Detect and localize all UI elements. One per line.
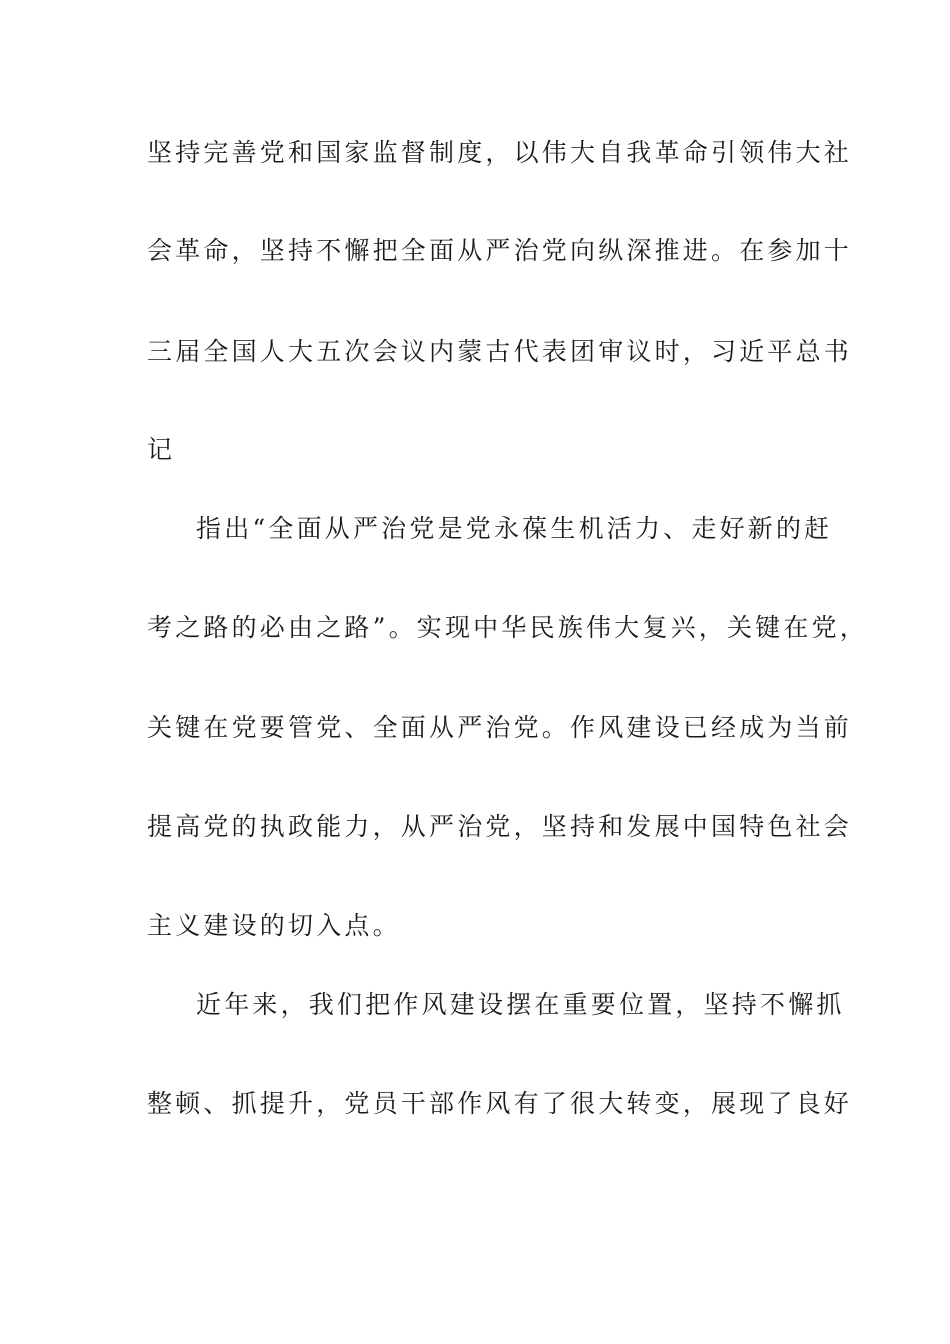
- text-line: 主义建设的切入点。: [147, 911, 401, 940]
- text-line: 会革命，坚持不懈把全面从严治党向纵深推进。在参加十: [147, 236, 853, 265]
- text-line: 三届全国人大五次会议内蒙古代表团审议时，习近平总书: [147, 337, 853, 366]
- text-line: 关键在党要管党、全面从严治党。作风建设已经成为当前: [147, 713, 853, 742]
- text-line: 整顿、抓提升，党员干部作风有了很大转变，展现了良好: [147, 1089, 853, 1118]
- text-line: 坚持完善党和国家监督制度，以伟大自我革命引领伟大社: [147, 138, 853, 167]
- paragraph-start-line: 近年来，我们把作风建设摆在重要位置，坚持不懈抓: [196, 990, 845, 1019]
- text-line: 提高党的执政能力，从严治党，坚持和发展中国特色社会: [147, 812, 853, 841]
- text-line: 考之路的必由之路”。实现中华民族伟大复兴，关键在党，: [147, 613, 868, 642]
- text-line: 记: [147, 435, 176, 464]
- paragraph-start-line: 指出“全面从严治党是党永葆生机活力、走好新的赶: [196, 514, 833, 543]
